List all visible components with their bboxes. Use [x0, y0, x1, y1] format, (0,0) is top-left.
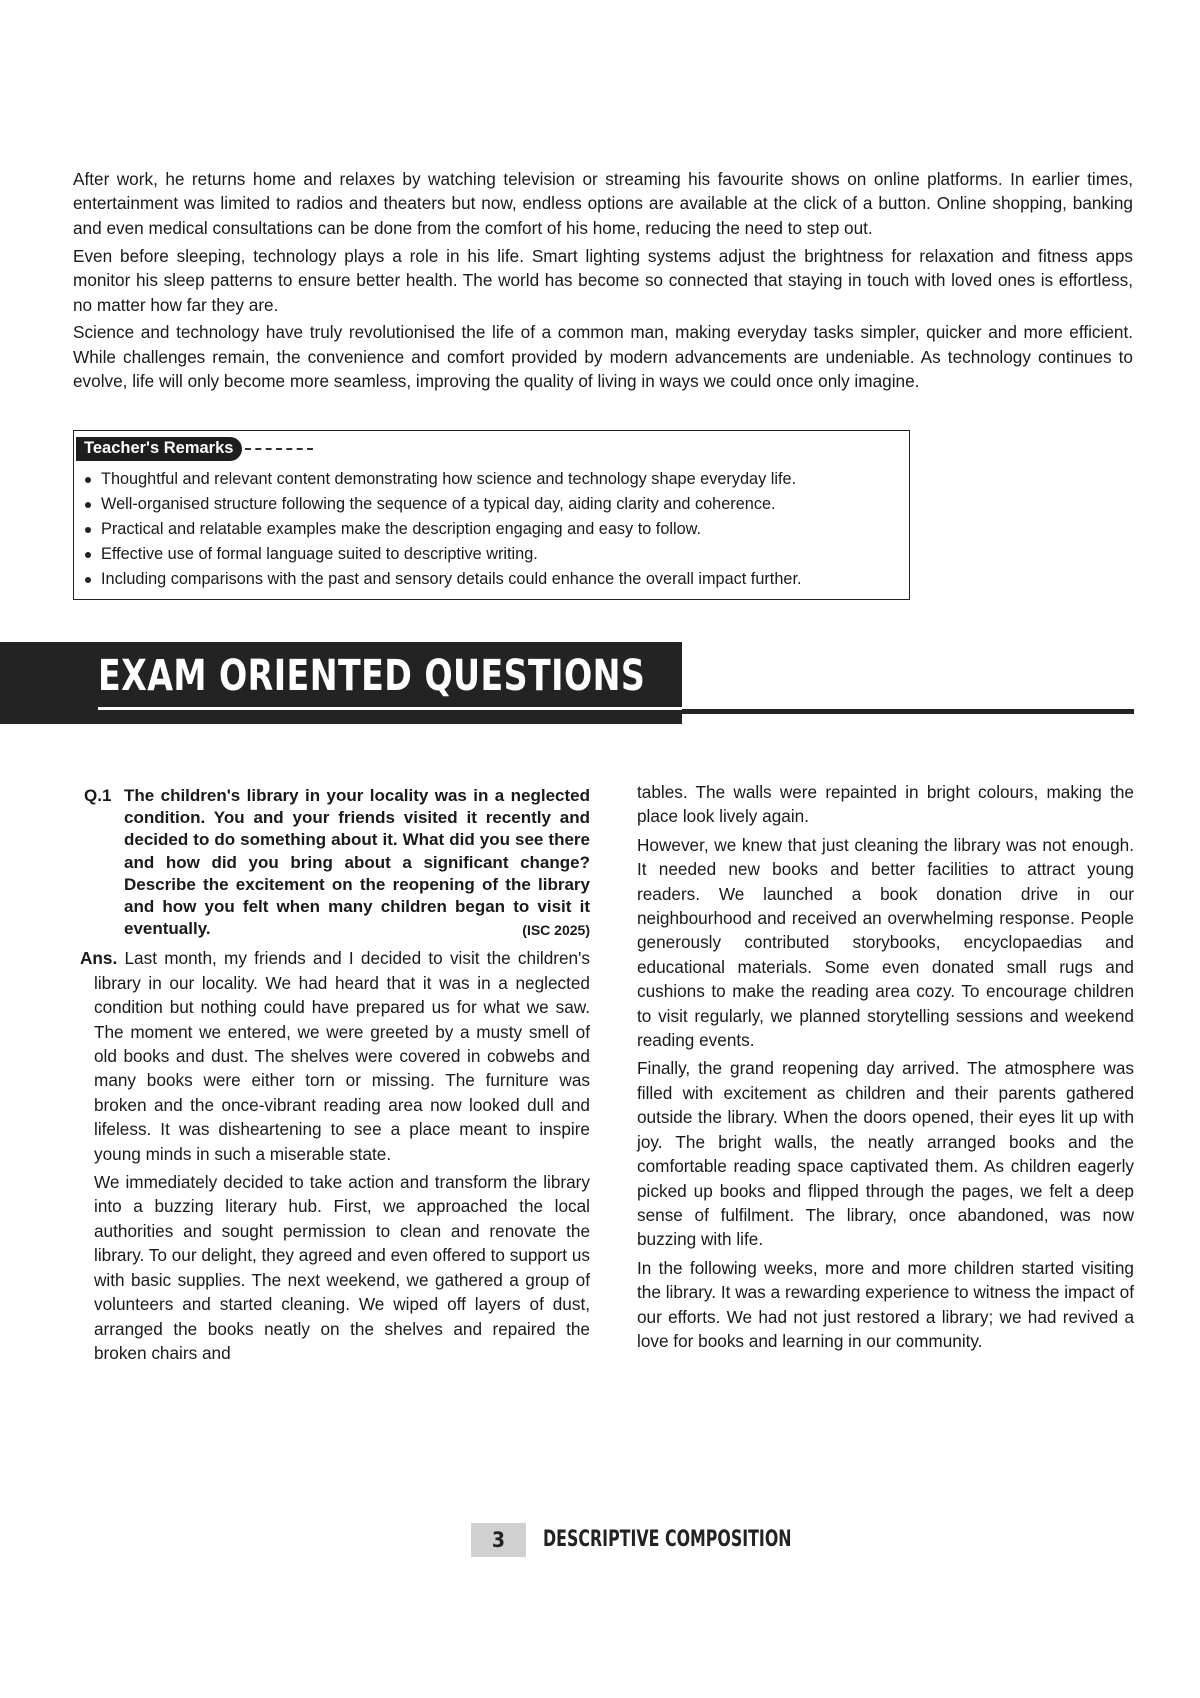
answer-paragraph: Ans. Last month, my friends and I decided to visit the children's library in our locality. We had heard that it was in a neglected condition but nothing could have prepared us for what we saw. The moment we entered, we were greeted by a musty smell of old books and dust. The shelves were covered in cobwebs and many books were either torn or missing. The furniture was broken and the once-vibrant reading area now looked dull and lifeless. It was disheartening to see a place meant to inspire young minds in such a miserable state.	[80, 948, 590, 1164]
question	[80, 785, 590, 940]
answer-paragraph: However, we knew that just cleaning the library was not enough. It needed new books and better facilities to attract young readers. We launched a book donation drive in our neighbourhood and received an overwhelming response. People generously contributed storybooks, encyclopaedias and educational materials. Some even donated small rugs and cushions to make the reading area cozy. To encourage children to visit regularly, we planned storytelling sessions and weekend reading events.	[637, 834, 1134, 1051]
intro-paragraph: Even before sleeping, technology plays a role in his life. Smart lighting systems adjust the brightness for relaxation and fitness apps monitor his sleep patterns to ensure better health. The world has become so connected that staying in touch with loved ones is effortless, no matter how far they are.	[73, 245, 1133, 315]
bullet-icon	[85, 577, 91, 583]
banner-rule	[682, 709, 1134, 714]
banner-underline	[98, 707, 682, 710]
question-text: The children's library in your locality was in a neglected condition. You and your friends visited it recently and decided to do something about it. What did you see there and how did you bring about a significant change? Describe the excitement on the reopening of the library and how you felt when many children began to visit it eventually.	[124, 786, 590, 939]
answer	[80, 946, 590, 1365]
remarks-title: Teacher's Remarks	[76, 437, 242, 461]
right-column	[637, 780, 1134, 1357]
bullet-icon	[85, 527, 91, 533]
remarks-dashed-line	[245, 448, 313, 450]
remarks-item: Practical and relatable examples make the description engaging and easy to follow.	[82, 517, 901, 542]
question-source: (ISC 2025)	[522, 922, 590, 939]
intro-paragraph: After work, he returns home and relaxes by watching television or streaming his favourite shows on online platforms. In earlier times, entertainment was limited to radios and theaters but now, endless options are available at the click of a button. Online shopping, banking and even medical consultations can be done from the comfort of his home, reducing the need to step out.	[73, 169, 1133, 238]
answer-label: Ans.	[80, 948, 118, 969]
left-column	[80, 785, 590, 1369]
bullet-icon	[85, 477, 91, 483]
chapter-title: DESCRIPTIVE COMPOSITION	[543, 1527, 792, 1552]
remarks-item: Well-organised structure following the sequence of a typical day, aiding clarity and coherence.	[82, 492, 901, 517]
remarks-list	[82, 467, 901, 592]
section-title: EXAM ORIENTED QUESTIONS	[98, 651, 646, 701]
question-number: Q.1	[84, 786, 112, 805]
remarks-header	[76, 437, 313, 461]
bullet-icon	[85, 502, 91, 508]
page-footer	[0, 1523, 1200, 1557]
teachers-remarks-box	[73, 430, 910, 600]
intro-text	[73, 167, 1133, 397]
bullet-icon	[85, 552, 91, 558]
remarks-item: Including comparisons with the past and sensory details could enhance the overall impact further.	[82, 567, 901, 592]
answer-paragraph: Finally, the grand reopening day arrived. The atmosphere was filled with excitement as children and their parents gathered outside the library. When the doors opened, their eyes lit up with joy. The bright walls, the neatly arranged books and the comfortable reading space captivated them. As children eagerly picked up books and flipped through the pages, we felt a deep sense of fulfilment. The library, once abandoned, was now buzzing with life.	[637, 1058, 1134, 1250]
remarks-item: Effective use of formal language suited to descriptive writing.	[82, 542, 901, 567]
remarks-item: Thoughtful and relevant content demonstrating how science and technology shape everyday life.	[82, 467, 901, 492]
answer-paragraph: In the following weeks, more and more children started visiting the library. It was a rewarding experience to witness the impact of our efforts. We had not just restored a library; we had revived a love for books and learning in our community.	[637, 1257, 1134, 1351]
answer-paragraph: We immediately decided to take action and transform the library into a buzzing literary hub. First, we approached the local authorities and sought permission to clean and renovate the library. To our delight, they agreed and even offered to support us with basic supplies. The next weekend, we gathered a group of volunteers and started cleaning. We wiped off layers of dust, arranged the books neatly on the shelves and repaired the broken chairs and	[94, 1172, 590, 1363]
intro-paragraph: Science and technology have truly revolutionised the life of a common man, making everyday tasks simpler, quicker and more efficient. While challenges remain, the convenience and comfort provided by modern advancements are undeniable. As technology continues to evolve, life will only become more seamless, improving the quality of living in ways we could once only imagine.	[73, 322, 1133, 392]
page-number: 3	[471, 1523, 526, 1557]
answer-paragraph: tables. The walls were repainted in bright colours, making the place look lively again.	[637, 782, 1134, 827]
